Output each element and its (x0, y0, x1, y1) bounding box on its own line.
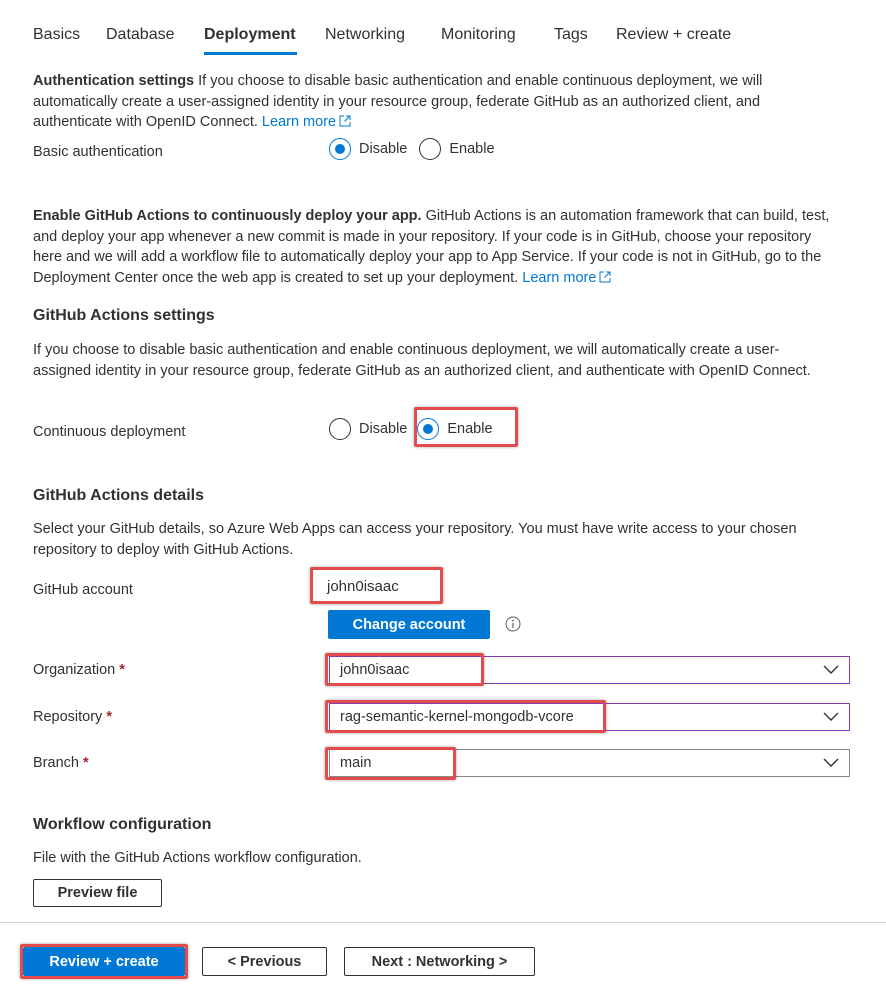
tab-database[interactable]: Database (106, 26, 175, 43)
basic-auth-radio-group (329, 138, 505, 160)
radio-unchecked-icon (419, 138, 441, 160)
organization-value: john0isaac (340, 662, 410, 678)
auth-heading: Authentication settings (33, 73, 195, 89)
github-intro-text: GitHub Actions is an automation framework that can build, test, and deploy your app whenever a new commit is made in your repository. If your code is in GitHub, choose your repository here and we will add a workflow file to automatically deploy your app to App Service. If your code is not in GitHub, go to the Deployment Center once the web app is created to set up your deployment. (33, 208, 830, 286)
tab-basics[interactable]: Basics (33, 26, 81, 43)
radio-unchecked-icon (329, 418, 351, 440)
tab-review-create[interactable]: Review + create (616, 26, 732, 43)
highlight-box-branch (325, 747, 456, 780)
footer-divider (0, 922, 886, 923)
github-actions-details-text: Select your GitHub details, so Azure Web Apps can access your repository. You must have write access to your chosen repository to deploy with GitHub Actions. (33, 521, 797, 558)
tab-monitoring[interactable]: Monitoring (441, 26, 516, 43)
tab-networking[interactable]: Networking (325, 26, 406, 43)
github-actions-intro (33, 206, 843, 288)
chevron-down-icon (823, 665, 839, 675)
auth-text: If you choose to disable basic authentication and enable continuous deployment, we will automatically create a user-assigned identity in your resource group, federate GitHub as an authorized client, and authenticate with OpenID Connect. (33, 73, 763, 130)
required-marker: * (119, 662, 125, 678)
github-intro-heading: Enable GitHub Actions to continuously deploy your app. (33, 208, 422, 224)
continuous-deployment-label: Continuous deployment (33, 424, 186, 440)
highlight-box-review-create (20, 944, 188, 979)
external-link-icon (599, 271, 611, 283)
branch-label: Branch * (33, 755, 89, 771)
github-account-value: john0isaac (327, 578, 399, 595)
highlight-box-repository (325, 700, 606, 733)
workflow-configuration-title: Workflow configuration (33, 816, 212, 833)
basic-auth-enable-radio[interactable]: Enable (419, 138, 494, 160)
highlight-box-cd-enable (414, 407, 518, 447)
tab-tags[interactable]: Tags (554, 26, 588, 43)
auth-learn-more-link[interactable]: Learn more (261, 114, 337, 130)
github-learn-more-link[interactable]: Learn more (522, 269, 597, 286)
highlight-box-organization (325, 653, 484, 686)
external-link-icon (339, 115, 351, 127)
organization-label: Organization * (33, 662, 125, 678)
active-tab-indicator (204, 52, 297, 55)
previous-button[interactable]: < Previous (202, 947, 327, 976)
info-icon[interactable] (505, 616, 521, 632)
basic-auth-label: Basic authentication (33, 144, 163, 160)
cd-enable-radio[interactable]: Enable (417, 418, 492, 440)
next-networking-button[interactable]: Next : Networking > (344, 947, 535, 976)
repository-value: rag-semantic-kernel-mongodb-vcore (340, 709, 574, 725)
github-account-label: GitHub account (33, 582, 133, 598)
auth-description (33, 71, 833, 133)
required-marker: * (106, 709, 112, 725)
radio-checked-icon (329, 138, 351, 160)
workflow-configuration-text: File with the GitHub Actions workflow configuration. (33, 850, 362, 866)
github-actions-settings-title: GitHub Actions settings (33, 307, 215, 324)
change-account-button[interactable]: Change account (328, 610, 490, 639)
branch-value: main (340, 755, 372, 771)
required-marker: * (82, 755, 89, 771)
github-actions-settings-text: If you choose to disable basic authentication and enable continuous deployment, we will automatically create a user-assigned identity in your resource group, federate GitHub as an authorized client, and authenticate with OpenID Connect. (33, 342, 811, 379)
review-create-button[interactable]: Review + create (23, 947, 185, 976)
chevron-down-icon (823, 712, 839, 722)
highlight-box-account (310, 567, 443, 604)
tab-deployment[interactable]: Deployment (204, 26, 296, 43)
preview-file-button[interactable]: Preview file (33, 879, 162, 907)
chevron-down-icon (823, 758, 839, 768)
github-actions-details-title: GitHub Actions details (33, 487, 204, 504)
basic-auth-disable-radio[interactable]: Disable (329, 138, 407, 160)
repository-label: Repository * (33, 709, 112, 725)
cd-disable-radio[interactable]: Disable (329, 418, 407, 440)
